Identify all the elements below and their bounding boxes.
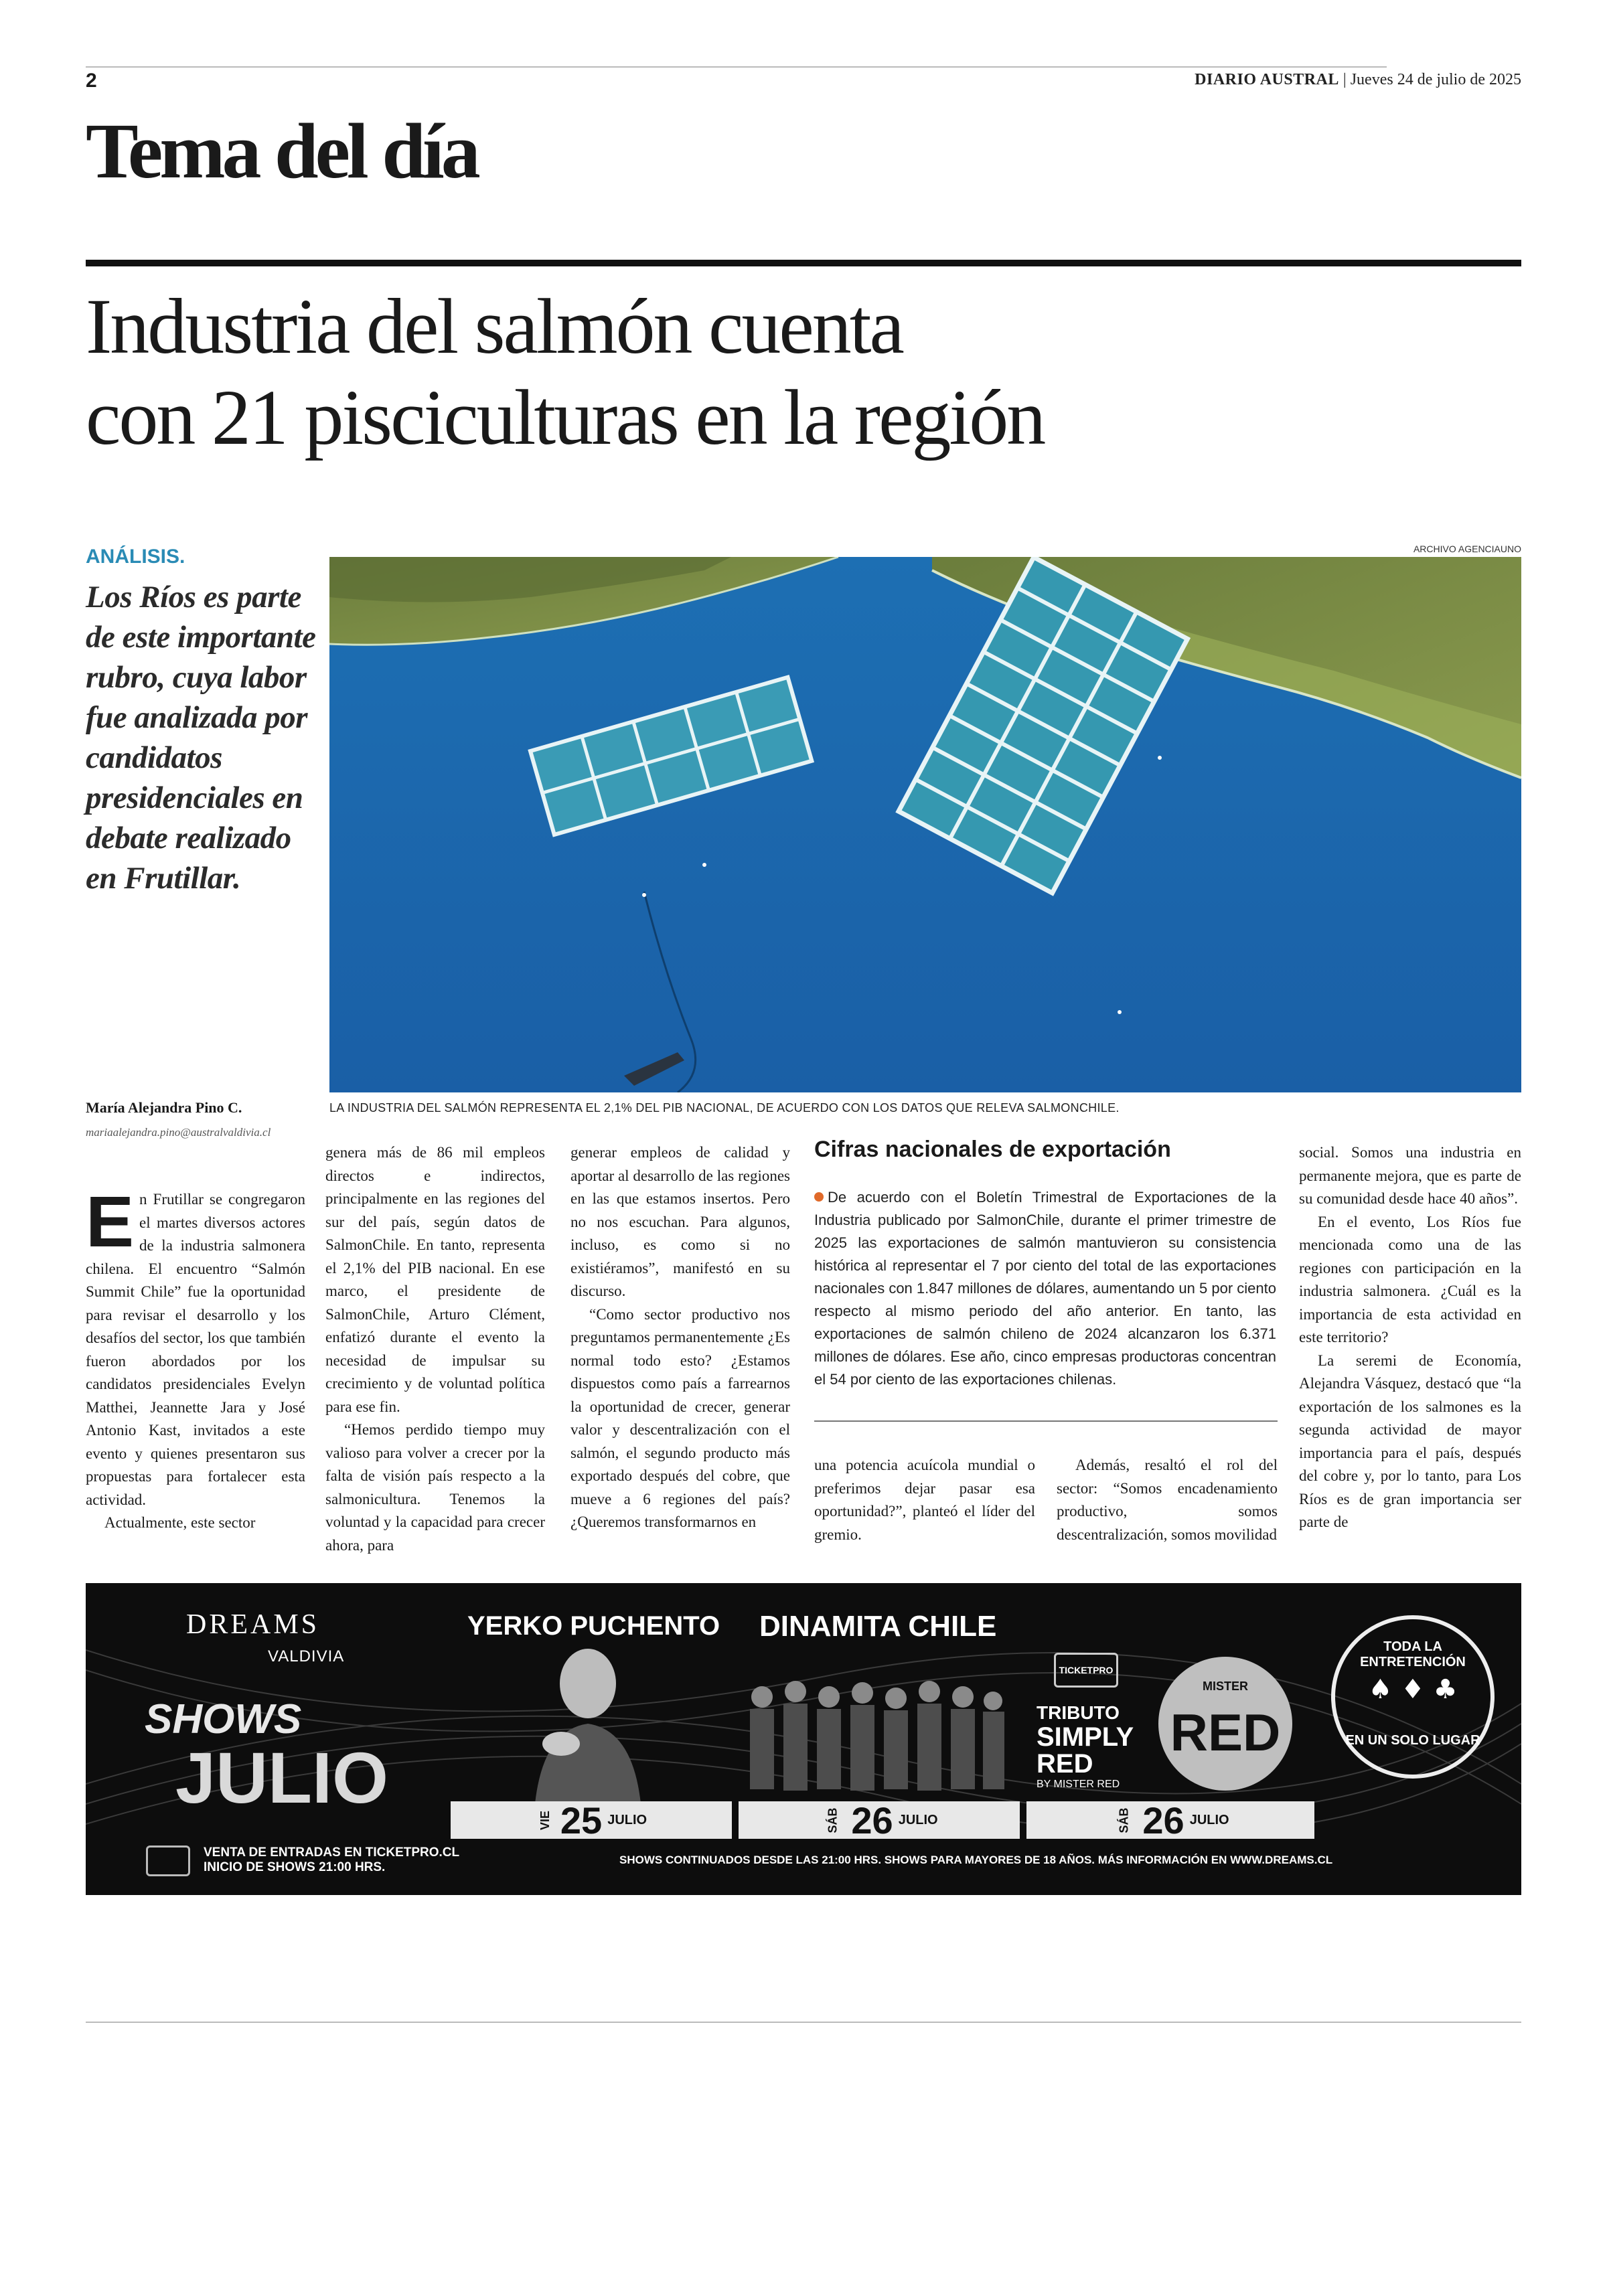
paragraph: La seremi de Economía, Alejandra Vásquez, destacó que “la exportación de los salmones es la segunda actividad de mayor importancia para el país, después del cobre y, por lo tanto, para Los Ríos es de gran importancia ser parte de [1299, 1351, 1521, 1530]
headline [86, 281, 1521, 463]
shows-label: SHOWS [145, 1696, 302, 1742]
paragraph-text: n Frutillar se congregaron el martes diversos actores de la industria salmonera chilena. El encuentro “Salmón Summit Chile” fue la oportunidad para revisar el desarrollo y los desafíos del sector, los que también fueron abordados por los candidatos presidenciales Evelyn Matthei, Jeannette Jara y José Antonio Kast, invitados a este evento y quienes presentaron sus propuestas para fortalecer esta actividad. [86, 1191, 305, 1508]
headline-line-2: con 21 pisciculturas en la región [86, 374, 1045, 461]
seal-top-text: TODA LA ENTRETENCIÓN [1360, 1639, 1466, 1669]
body-column-4 [814, 1454, 1035, 1546]
paragraph: Actualmente, este sector [104, 1514, 256, 1531]
date-number: 26 [851, 1799, 893, 1841]
date-number: 26 [1142, 1799, 1184, 1841]
ticket-icon [146, 1846, 190, 1876]
date-weekday: SÁB [1117, 1807, 1131, 1833]
author-email: mariaalejandra.pino@australvaldivia.cl [86, 1126, 271, 1139]
date-month: JULIO [607, 1812, 647, 1827]
bullet-icon [814, 1192, 824, 1202]
date-weekday: SÁB [826, 1807, 840, 1833]
date-number: 25 [560, 1799, 603, 1841]
box-text [814, 1186, 1276, 1391]
masthead: DIARIO AUSTRAL | Jueves 24 de julio de 2025 [1195, 71, 1521, 88]
by-mister-red-label: BY MISTER RED [1037, 1779, 1120, 1790]
band-photo [742, 1677, 1010, 1791]
date-month: JULIO [898, 1812, 938, 1827]
body-column-6 [1299, 1141, 1521, 1534]
top-rule [86, 66, 1387, 68]
date-yerko [451, 1801, 732, 1839]
paragraph: social. Somos una industria en permanente mejora, que es parte de su comunidad desde hace 40 años”. [1299, 1144, 1521, 1207]
photo-caption: LA INDUSTRIA DEL SALMÓN REPRESENTA EL 2,1% DEL PIB NACIONAL, DE ACUERDO CON LOS DATOS QUE RELEVA SALMONCHILE. [329, 1101, 1120, 1115]
headline-line-1: Industria del salmón cuenta [86, 282, 903, 370]
paragraph: genera más de 86 mil empleos directos e indirectos, principalmente en las regiones del sur del país, según datos de SalmonChile. En tanto, representa el 2,1% del PIB nacional. En ese marco, el presidente de SalmonChile, Arturo Clément, enfatizó durante el evento la necesidad de impulsar su crecimiento y de voluntad política para ese fin. [325, 1144, 545, 1415]
section-title: Tema del día [86, 107, 477, 195]
paragraph [86, 1181, 305, 1511]
body-column-2 [325, 1141, 545, 1557]
seal-bottom-text: EN UN SOLO LUGAR [1345, 1733, 1480, 1748]
ad-footer: SHOWS CONTINUADOS DESDE LAS 21:00 HRS. SHOWS PARA MAYORES DE 18 AÑOS. MÁS INFORMACIÓN EN WWW.DREAMS.CL [619, 1854, 1333, 1866]
entertainment-seal [1331, 1615, 1495, 1779]
aerial-bay-illustration [329, 557, 1521, 1092]
page-number: 2 [86, 70, 97, 92]
mister-label: MISTER [1202, 1679, 1248, 1693]
issue-date: Jueves 24 de julio de 2025 [1350, 71, 1521, 88]
tribute-label: TRIBUTO [1037, 1702, 1120, 1723]
paragraph: En el evento, Los Ríos fue mencionada como una de las regiones con participación en la industria salmonera. ¿Cuál es la importancia de esta actividad en este territorio? [1299, 1213, 1521, 1345]
act-yerko: YERKO PUCHENTO [467, 1611, 720, 1641]
date-weekday: VIE [538, 1810, 552, 1830]
date-month: JULIO [1189, 1812, 1229, 1827]
box-text-content: De acuerdo con el Boletín Trimestral de Exportaciones de la Industria publicado por SalmonChile, durante el primer trimestre de 2025 las exportaciones de salmón mantuvieron su consistencia histórica al representar el 7 por ciento del total de las exportaciones nacionales con 1.847 millones de dólares, aumentando un 5 por ciento respecto al mismo periodo del año anterior. En tanto, las exportaciones de salmón chileno de 2024 alcanzaron los 6.371 millones de dólares. Ese año, cinco empresas productoras concentran el 54 por ciento de las exportaciones chilenas. [814, 1189, 1276, 1388]
dreams-advertisement[interactable] [86, 1583, 1521, 1895]
ticketpro-logo: TICKETPRO [1054, 1653, 1118, 1688]
salmon-farm-photo [329, 557, 1521, 1092]
paper-name: DIARIO AUSTRAL [1195, 71, 1339, 88]
paragraph: Además, resaltó el rol del sector: “Somos encadenamiento productivo, somos descentralización, somos movilidad [1057, 1457, 1278, 1543]
headline-rule [86, 260, 1521, 266]
paragraph: “Como sector productivo nos preguntamos permanentemente ¿Es normal todo esto? ¿Estamos dispuestos como país a farrearnos la oportunidad de crecer, generar valor y descentralización con el salmón, el segundo producto más exportado después del cobre, que mueve a 6 regiones del país? ¿Queremos transformarnos en [570, 1305, 790, 1530]
dreams-location: VALDIVIA [268, 1647, 345, 1665]
act-dinamita: DINAMITA CHILE [759, 1610, 997, 1643]
kicker: ANÁLISIS. [86, 546, 185, 568]
bottom-rule [86, 2022, 1521, 2023]
paragraph: “Hemos perdido tiempo muy valioso para volver a crecer por la falta de visión país respecto a la salmonicultura. Tenemos la voluntad y la capacidad para crecer ahora, para [325, 1421, 545, 1554]
month-label: JULIO [175, 1737, 389, 1818]
simply-label: SIMPLY [1037, 1722, 1134, 1752]
box-rule [814, 1420, 1278, 1422]
deck: Los Ríos es parte de este importante rubro, cuya labor fue analizada por candidatos presidenciales en debate realizado en Frutillar. [86, 580, 316, 896]
body-column-5 [1057, 1454, 1278, 1546]
body-column-1 [86, 1181, 305, 1535]
dreams-logo: DREAMS [186, 1609, 320, 1640]
casino-icon: ♠ ♦ ♣ [1368, 1674, 1458, 1705]
ticket-info [204, 1846, 459, 1875]
box-title: Cifras nacionales de exportación [814, 1137, 1171, 1162]
mister-red-logo [1158, 1657, 1292, 1791]
date-simply-red [1026, 1801, 1314, 1839]
author: María Alejandra Pino C. [86, 1099, 242, 1116]
ticket-line-1: VENTA DE ENTRADAS EN TICKETPRO.CL [204, 1846, 460, 1860]
comedian-photo [514, 1643, 662, 1811]
paragraph: una potencia acuícola mundial o preferimos dejar pasar esa oportunidad?”, planteó el líder del gremio. [814, 1457, 1035, 1543]
red-label: RED [1037, 1749, 1093, 1779]
photo-credit: ARCHIVO AGENCIAUNO [1413, 544, 1521, 554]
date-dinamita [739, 1801, 1020, 1839]
drop-cap: E [86, 1181, 135, 1262]
paragraph: generar empleos de calidad y aportar al desarrollo de las regiones en las que estamos insertos. Pero no nos escuchan. Para algunos, incluso, es como si no existiéramos”, manifestó en su discurso. [570, 1144, 790, 1299]
red-logo-label: RED [1170, 1703, 1281, 1762]
body-column-3 [570, 1141, 790, 1534]
ticket-line-2: INICIO DE SHOWS 21:00 HRS. [204, 1860, 386, 1874]
